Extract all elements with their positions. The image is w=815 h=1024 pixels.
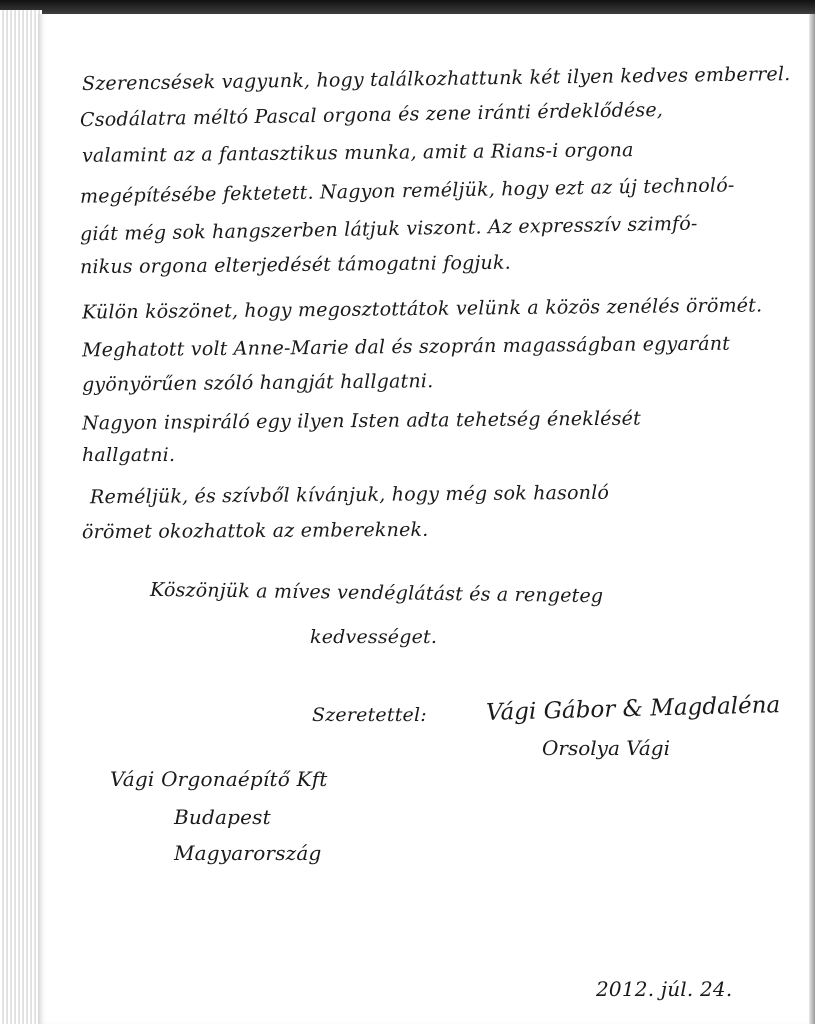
signature: Vági Gábor & Magdaléna	[485, 692, 781, 726]
closing-line: Köszönjük a míves vendéglátást és a rengeteg	[149, 578, 604, 608]
letter-line: Külön köszönet, hogy megosztottátok velünk a közös zenélés örömét.	[81, 294, 763, 324]
letter-line: örömet okozhattok az embereknek.	[81, 518, 429, 544]
letter-line: Reméljük, és szívből kívánjuk, hogy még sok hasonló	[89, 481, 610, 509]
address-line: Vági Orgonaépítő Kft	[110, 767, 328, 791]
page-stack-edge	[0, 10, 42, 1024]
address-line: Magyarország	[174, 841, 322, 865]
letter-line: nikus orgona elterjedését támogatni fogjuk.	[79, 251, 511, 279]
letter-line: Szerencsések vagyunk, hogy találkozhattunk két ilyen kedves emberrel.	[81, 63, 791, 95]
letter-line: giát még sok hangszerben látjuk viszont. Az expresszív szimfó-	[79, 212, 698, 246]
address-line: Budapest	[174, 805, 271, 829]
page-right-edge	[809, 14, 815, 1024]
letter-line: Csodálatra méltó Pascal orgona és zene iránti érdeklődése,	[79, 98, 664, 132]
letter-line: valamint az a fantasztikus munka, amit a Rians-i orgona	[81, 139, 634, 167]
letter-line: Meghatott volt Anne-Marie dal és szoprán magasságban egyaránt	[81, 332, 731, 362]
signature: Orsolya Vági	[542, 736, 670, 760]
date: 2012. júl. 24.	[596, 977, 733, 1001]
closing-line: kedvességet.	[310, 626, 438, 648]
letter-line: hallgatni.	[82, 444, 176, 466]
greeting-label: Szeretettel:	[312, 704, 427, 726]
letter-line: gyönyörűen szóló hangját hallgatni.	[81, 370, 434, 396]
letter-line: Nagyon inspiráló egy ilyen Isten adta tehetség éneklését	[81, 407, 642, 435]
letter-line: megépítésébe fektetett. Nagyon reméljük, hogy ezt az új technoló-	[79, 174, 735, 208]
guestbook-page	[38, 14, 815, 1024]
